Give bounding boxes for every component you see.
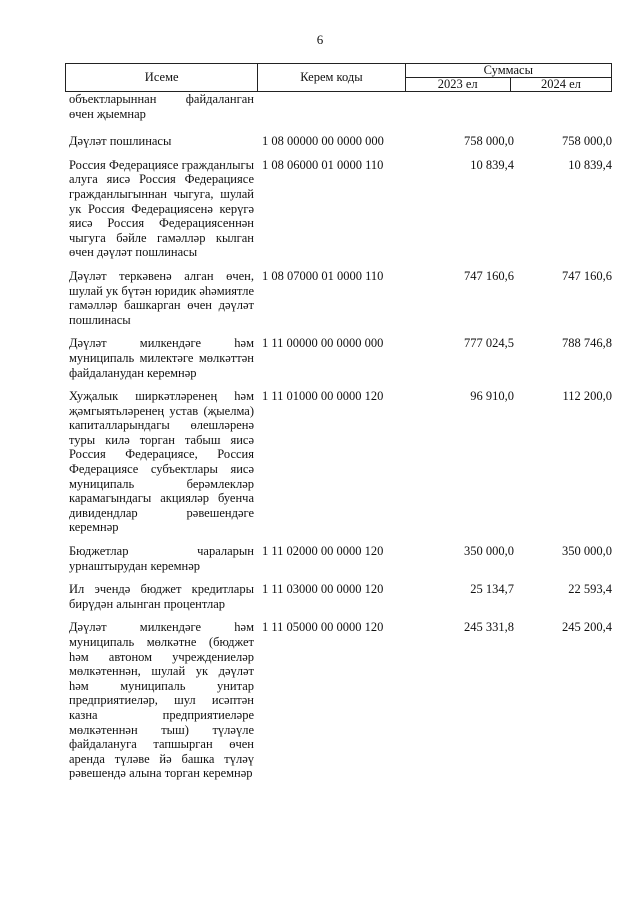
row-value-2024: 788 746,8 <box>562 336 612 351</box>
row-code: 1 11 00000 00 0000 000 <box>262 336 384 351</box>
row-value-2023: 747 160,6 <box>464 268 514 283</box>
table-row <box>65 620 612 781</box>
table-body <box>65 92 612 790</box>
row-code: 1 11 01000 00 0000 120 <box>262 389 384 404</box>
row-value-2023: 10 839,4 <box>470 157 514 172</box>
row-value-2023: 245 331,8 <box>464 620 514 635</box>
header-name: Исеме <box>66 64 258 92</box>
table-row <box>65 92 612 121</box>
header-year-2024: 2024 ел <box>510 78 611 92</box>
row-value-2024: 112 200,0 <box>562 389 612 404</box>
row-value-2024: 758 000,0 <box>562 134 612 149</box>
table-row <box>65 269 612 327</box>
row-code: 1 08 06000 01 0000 110 <box>262 157 384 172</box>
row-value-2024: 245 200,4 <box>562 620 612 635</box>
row-name: Россия Федерациясе гражданлыгы алуга яисә Россия Федерациясе гражданлыгыннан чыгуга, шулай ук Россия Федерациясенә керүгә яисә Россия Федерациясеннән чыгуга бәйле гамәлләр кылган өчен дәүләт пошлинасы <box>69 157 254 260</box>
row-name: Дәүләт милкендәге һәм муниципаль милектәге мөлкәттән файдаланудан керемнәр <box>69 336 254 380</box>
table-row <box>65 336 612 380</box>
table-row <box>65 389 612 535</box>
row-code: 1 08 00000 00 0000 000 <box>262 134 384 149</box>
page-number: 6 <box>316 32 324 47</box>
row-code <box>254 92 410 121</box>
row-value-2024: 747 160,6 <box>562 268 612 283</box>
table-row <box>65 582 612 611</box>
row-value-2023 <box>410 92 514 121</box>
row-code: 1 11 02000 00 0000 120 <box>262 544 384 559</box>
row-name: Хуҗалык ширкәтләренең һәм җәмгыятьләренең устав (җыелма) капиталларындагы өлешләренә туры килә торган табыш яисә Россия Федерациясе, Россия Федерациясе субъектлары яисә муниципаль берәмлекләр карамагындагы акцияләр буенча дивидендлар рәвешендәге керемнәр <box>69 389 254 535</box>
table-row <box>65 134 612 149</box>
row-value-2024: 22 593,4 <box>568 582 612 597</box>
row-value-2024: 350 000,0 <box>562 544 612 559</box>
table-row <box>65 158 612 260</box>
row-value-2023: 25 134,7 <box>470 582 514 597</box>
row-value-2023: 96 910,0 <box>470 389 514 404</box>
row-name: Дәүләт пошлинасы <box>69 134 172 149</box>
row-name: Дәүләт милкендәге һәм муниципаль мөлкәтне (бюджет һәм автоном учреждениеләр мөлкәтеннән, шулай ук дәүләт һәм муниципаль унитар предприятиеләр, шул исәптән казна предприятиеләре мөлкәтеннән тыш) түләүле файдалануга тапшырган өчен аренда түләве йә башка түләү рәвешендә алына торган керемнәр <box>69 620 254 781</box>
table-row <box>65 544 612 573</box>
row-value-2023: 350 000,0 <box>464 544 514 559</box>
row-code: 1 08 07000 01 0000 110 <box>262 268 384 283</box>
row-code: 1 11 05000 00 0000 120 <box>262 620 384 635</box>
row-name: объектларыннан файдаланган өчен җыемнар <box>69 92 254 121</box>
header-sums: Суммасы <box>405 64 611 78</box>
row-value-2023: 758 000,0 <box>464 134 514 149</box>
row-value-2024 <box>514 92 612 121</box>
row-code: 1 11 03000 00 0000 120 <box>262 582 384 597</box>
row-name: Дәүләт теркәвенә алган өчен, шулай ук бүтән юридик әһәмиятле гамәлләр башкарган өчен дәүләт пошлинасы <box>69 268 254 327</box>
table-header <box>65 63 612 92</box>
row-value-2023: 777 024,5 <box>464 336 514 351</box>
row-name: Бюджетлар чараларын урнаштырудан керемнәр <box>69 544 254 573</box>
header-year-2023: 2023 ел <box>405 78 510 92</box>
row-value-2024: 10 839,4 <box>568 157 612 172</box>
header-code: Керем коды <box>258 64 405 92</box>
row-name: Ил эчендә бюджет кредитлары бирүдән алынган процентлар <box>69 582 254 611</box>
